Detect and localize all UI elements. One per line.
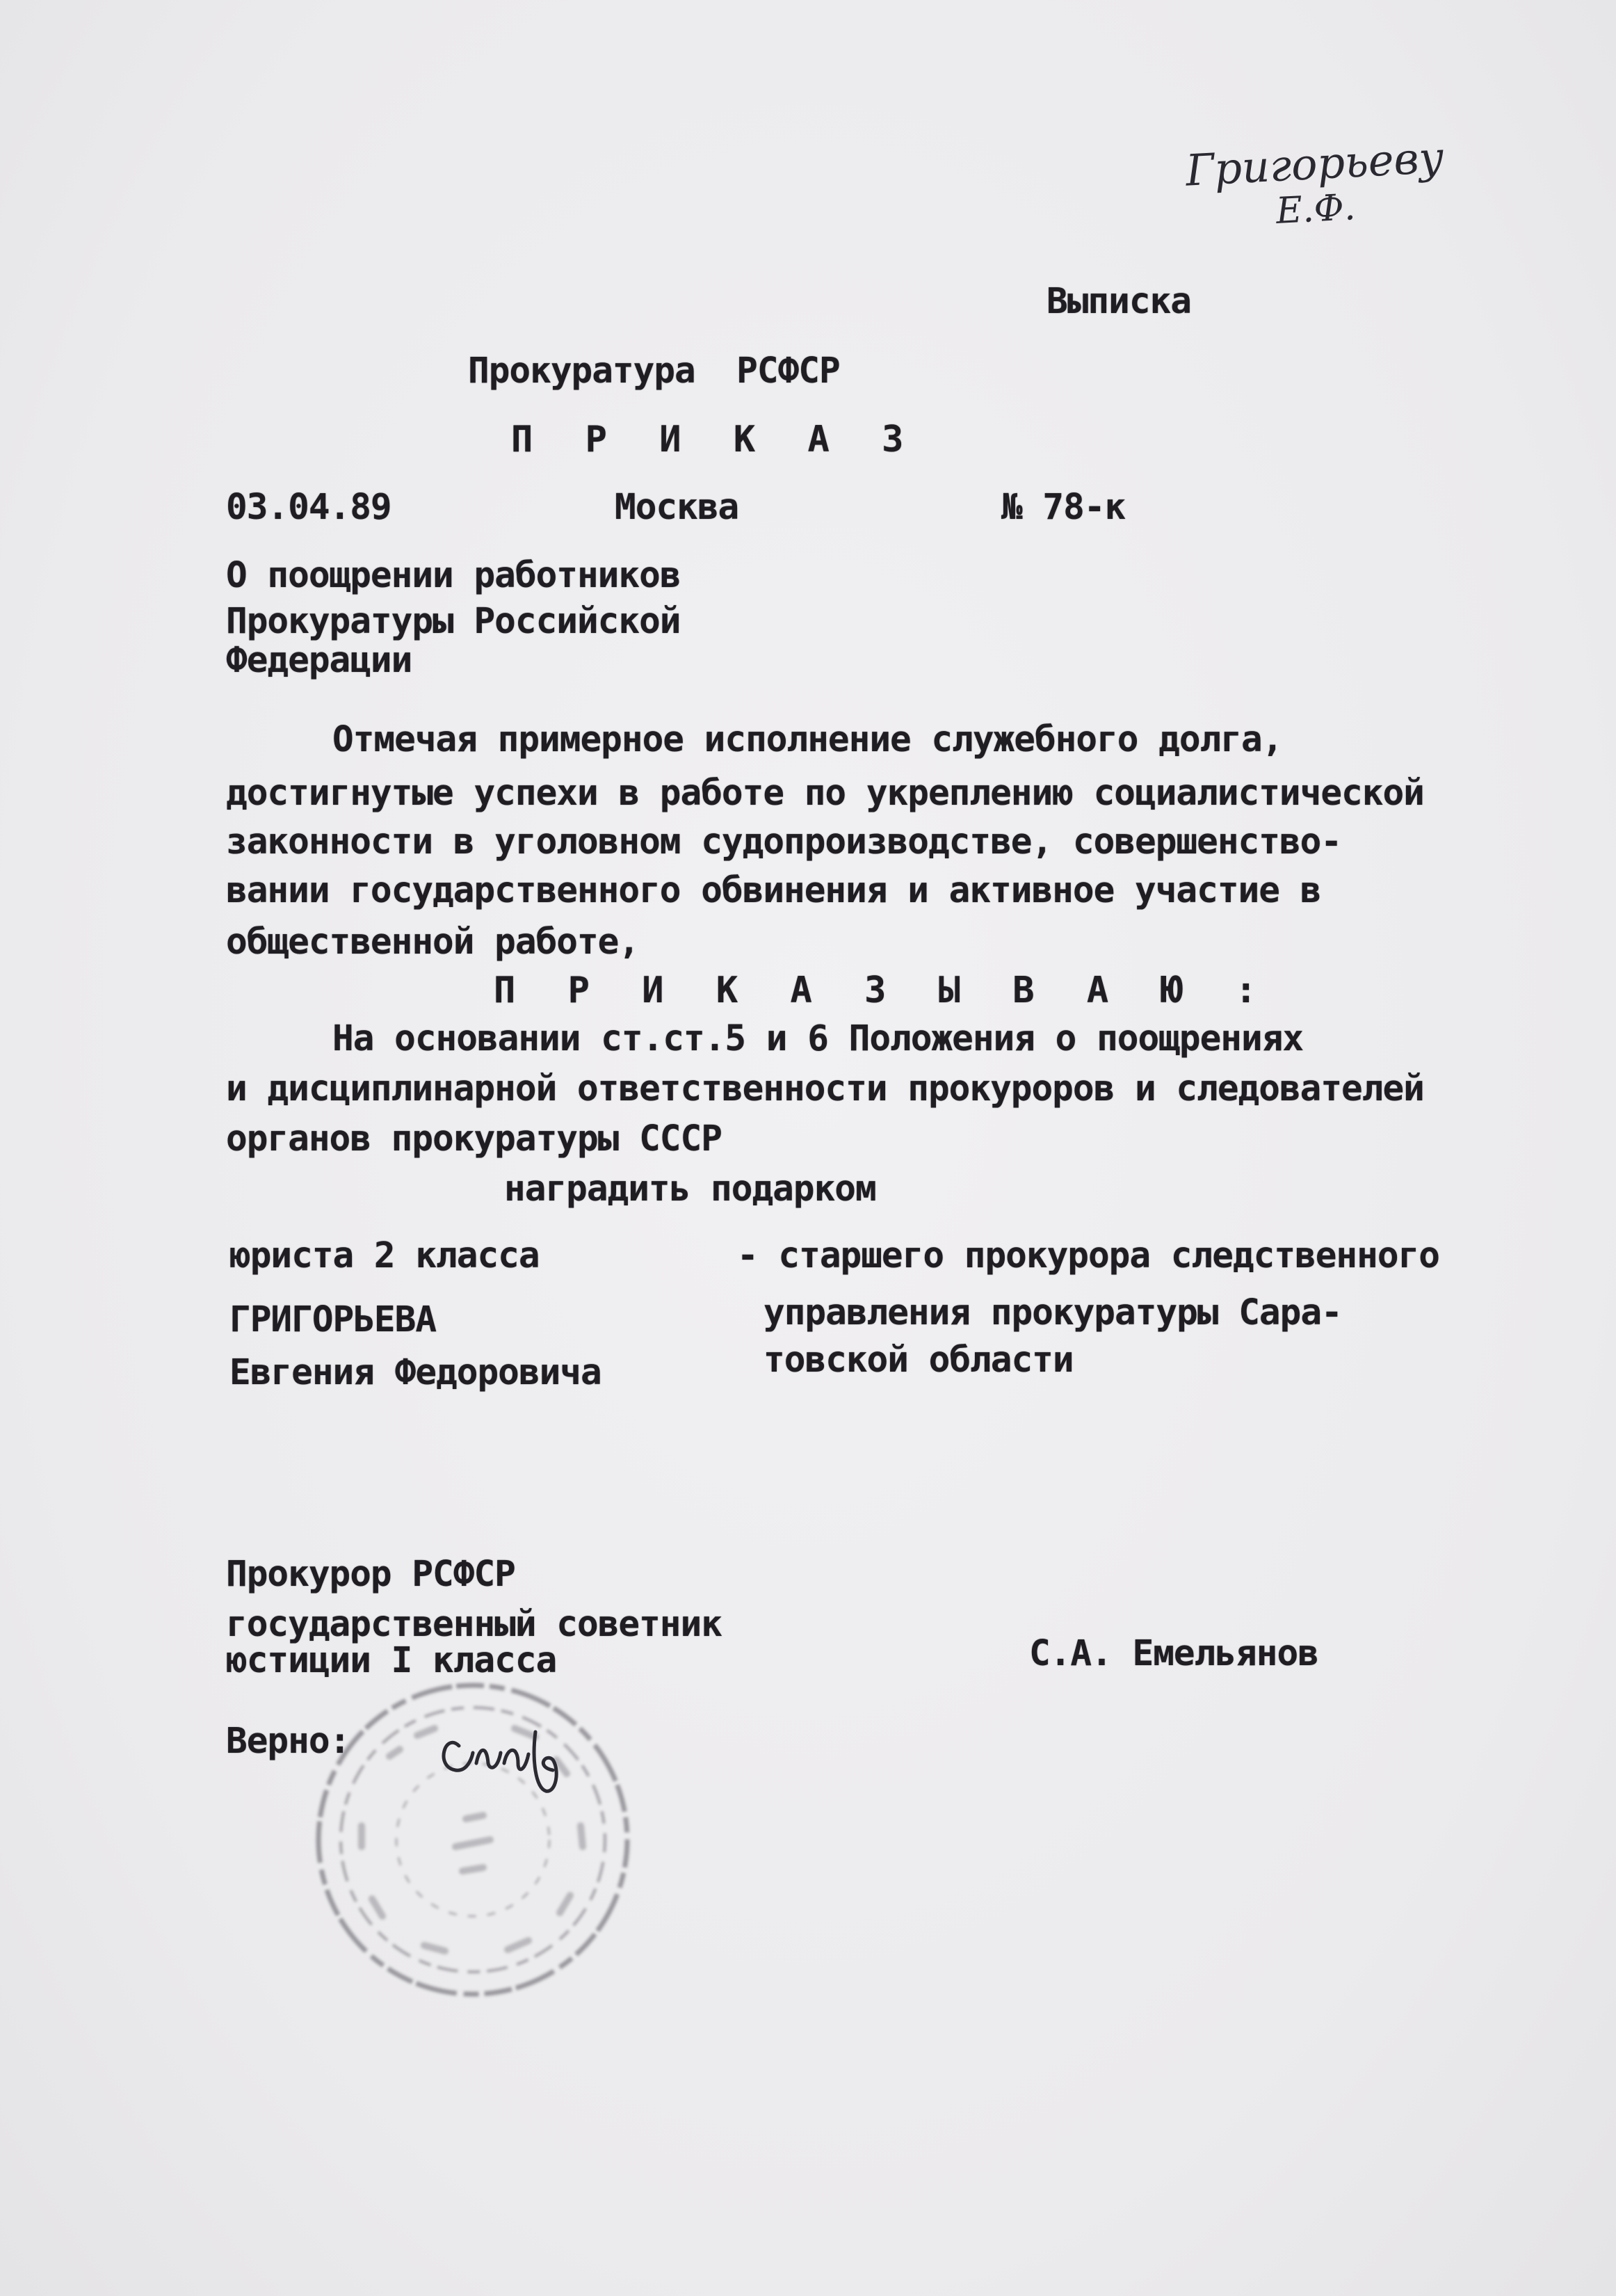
signatory-title2: государственный советник: [226, 1604, 722, 1645]
body-para1-line2: достигнутые успехи в работе по укреплению социалистической: [226, 773, 1424, 814]
signatory-title3: юстиции I класса: [226, 1640, 557, 1681]
body-para2-line1: На основании ст.ст.5 и 6 Положения о поощрениях: [332, 1018, 1304, 1059]
document-date: 03.04.89: [226, 487, 391, 528]
document-type-title: П Р И К А З: [511, 419, 919, 460]
document-city: Москва: [615, 487, 739, 528]
awardee-name: Евгения Федоровича: [229, 1352, 601, 1393]
document-number: № 78-к: [1001, 487, 1126, 528]
body-para2-line2: и дисциплинарной ответственности прокуроров и следователей: [226, 1068, 1424, 1109]
signature-icon: [431, 1704, 612, 1801]
body-para1-line5: общественной работе,: [226, 922, 640, 963]
subject-line3: Федерации: [226, 640, 412, 681]
awardee-position-line1: - старшего прокурора следственного: [737, 1235, 1439, 1276]
awardee-surname: ГРИГОРЬЕВА: [229, 1299, 437, 1340]
body-para1-line3: законности в уголовном судопроизводстве, совершенство-: [226, 821, 1342, 862]
body-para1-line4: вании государственного обвинения и активное участие в: [226, 870, 1321, 911]
organization-title: Прокуратура РСФСР: [468, 351, 840, 392]
awardee-position-line3: товской области: [763, 1340, 1074, 1381]
subject-line2: Прокуратуры Российской: [226, 601, 681, 642]
extract-label: Выписка: [1047, 281, 1191, 322]
signatory-title1: Прокурор РСФСР: [226, 1554, 515, 1595]
handwritten-note-line2: Е.Ф.: [1275, 186, 1357, 232]
awardee-rank: юриста 2 класса: [229, 1235, 540, 1276]
body-para1-line1: Отмечая примерное исполнение служебного долга,: [332, 719, 1283, 760]
awardee-position-line2: управления прокуратуры Сара-: [763, 1292, 1342, 1333]
body-para2-line3: органов прокуратуры СССР: [226, 1118, 722, 1159]
handwritten-note-line1: Григорьеву: [1184, 131, 1446, 196]
signatory-name: С.А. Емельянов: [1029, 1633, 1318, 1674]
award-line: наградить подарком: [504, 1169, 876, 1210]
subject-line1: О поощрении работников: [226, 555, 681, 596]
order-word: П Р И К А З Ы В А Ю :: [494, 970, 1272, 1011]
certification-label: Верно:: [226, 1721, 350, 1762]
